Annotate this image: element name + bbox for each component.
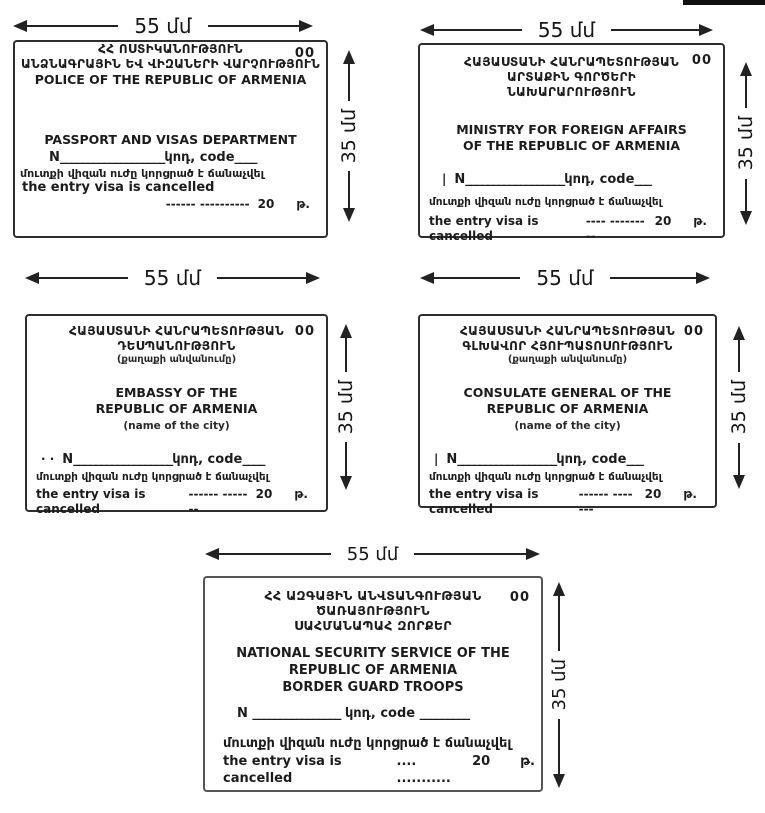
stamp-box-border-guard [203,576,543,792]
down-arrowhead-icon [340,476,352,490]
code-label: կոդ, code [172,452,243,467]
width-dimension-label: 55 մմ [134,14,192,38]
width-dimension-label: 55 մմ [346,543,399,565]
armenian-title-line: ՀԱՅԱՍՏԱՆԻ ՀԱՆՐԱՊԵՏՈՒԹՅԱՆ [464,55,679,69]
width-dimension-label: 55 մմ [143,266,202,290]
code-label: կոդ, code [564,172,635,187]
up-arrowhead-icon [740,62,752,76]
width-dimension-stamp3 [25,265,320,291]
stamp-box-police [13,40,328,238]
armenian-title-line: ԳԼԽԱՎՈՐ ՀՅՈՒՊԱՏՈՍՈՒԹՅՈՒՆ [462,339,673,353]
stamp-box-embassy [25,314,328,516]
code-label: կոդ, code [556,452,627,467]
width-dimension-stamp1 [13,13,313,39]
number-label: N [49,150,60,165]
number-field-row [420,450,715,469]
date-dashes: .... ........... [396,754,451,786]
date-dashes: ------ ------- [188,487,248,516]
department-title-line: PASSPORT AND VISAS DEPARTMENT [44,132,297,147]
down-arrowhead-icon [553,774,565,788]
right-arrowhead-icon [306,272,320,284]
english-title-line: BORDER GUARD TROOPS [282,680,464,695]
right-arrowhead-icon [696,272,710,284]
height-dimension-stamp1 [336,50,362,222]
cancel-line-english: the entry visa is cancelled [36,487,146,516]
year-suffix: թ. [683,487,697,501]
height-dimension-label: 35 մմ [735,116,757,171]
scan-artifact-mark: | [434,452,439,466]
year-suffix: թ. [693,214,707,228]
height-dimension-label: 35 մմ [335,379,357,435]
english-title-line: CONSULATE GENERAL OF THE [463,385,672,400]
date-dashes: ---- --------- [585,214,645,243]
cancel-line-english: the entry visa is cancelled [22,180,215,195]
cancel-date-row [420,487,715,517]
right-arrowhead-icon [299,20,313,32]
number-label: N [454,172,466,187]
left-arrowhead-icon [420,272,434,284]
year-suffix: թ. [520,754,535,769]
down-arrowhead-icon [740,211,752,225]
armenian-title-line: ԴԵՍՊԱՆՈՒԹՅՈՒՆ [117,339,236,353]
number-label: N [237,706,248,721]
english-title-line: REPUBLIC OF ARMENIA [486,401,649,416]
english-city-hint: (name of the city) [123,420,230,432]
number-field-row [15,149,326,167]
armenian-title-line: ՆԱԽԱՐԱՐՈՒԹՅՈՒՆ [507,85,636,99]
year-prefix: 20 [654,214,672,228]
cancel-date-row [205,753,541,787]
year-prefix: 20 [255,487,273,501]
english-title-line: OF THE REPUBLIC OF ARMENIA [462,138,681,153]
armenian-title-line: ԱՐՏԱՔԻՆ ԳՈՐԾԵՐԻ [506,70,637,84]
down-arrowhead-icon [343,208,355,222]
english-city-hint: (name of the city) [514,420,621,432]
number-field-row [205,705,541,723]
armenian-title-line: ՀԱՅԱՍՏԱՆԻ ՀԱՆՐԱՊԵՏՈՒԹՅԱՆ [460,324,675,338]
armenian-title-line: ՀԱՅԱՍՏԱՆԻ ՀԱՆՐԱՊԵՏՈՒԹՅԱՆ [69,324,284,338]
up-arrowhead-icon [340,324,352,338]
number-field-row [27,450,326,469]
armenian-title-line: ԾԱՌԱՅՈՒԹՅՈՒՆ [316,603,430,618]
width-dimension-stamp5 [205,541,540,567]
english-title-line: POLICE OF THE REPUBLIC OF ARMENIA [34,72,307,87]
height-dimension-label: 35 մմ [548,659,570,711]
number-blank-line: __________________ [457,452,557,467]
cancel-line-armenian: մուտքի վիզան ուժը կորցրած է ճանաչվել [36,471,269,483]
serial-placeholder: 00 [683,324,704,339]
number-blank-line: ___________________ [59,150,165,165]
code-blank-line: ___ [626,452,643,467]
year-prefix: 20 [472,754,491,769]
cancel-line-armenian: մուտքի վիզան ուժը կորցրած է ճանաչվել [20,167,265,180]
code-label: կոդ, code [344,706,416,721]
code-blank-line: ____ [234,150,257,165]
up-arrowhead-icon [343,50,355,64]
down-arrowhead-icon [733,475,745,489]
right-arrowhead-icon [699,24,713,36]
number-blank-line: __________________ [465,172,565,187]
armenian-city-hint: (քաղաքի անվանումը) [116,354,237,365]
scan-artifact-mark: · · [41,452,55,466]
english-title-line: NATIONAL SECURITY SERVICE OF THE [236,646,510,661]
number-label: N [446,452,458,467]
height-dimension-stamp3 [333,324,359,490]
scan-artifact-mark: | [442,172,447,186]
right-arrowhead-icon [526,548,540,560]
code-label: կոդ, code [164,150,235,165]
width-dimension-stamp4 [420,265,710,291]
date-dashes: ------ ------- [578,487,633,516]
left-arrowhead-icon [205,548,219,560]
left-arrowhead-icon [420,24,434,36]
serial-placeholder: 00 [294,324,315,339]
english-title-line: MINISTRY FOR FOREIGN AFFAIRS [456,122,687,137]
armenian-city-hint: (քաղաքի անվանումը) [507,354,628,365]
cancel-date-row [27,487,326,517]
number-label: N [62,452,74,467]
year-suffix: թ. [294,487,308,501]
armenian-title-line: ՀՀ ՈՍՏԻԿԱՆՈՒԹՅՈՒՆ [98,42,243,56]
serial-placeholder: 00 [294,46,315,61]
up-arrowhead-icon [733,326,745,340]
cancel-date-row [420,214,723,244]
english-title-line: REPUBLIC OF ARMENIA [288,663,458,678]
cancel-line-armenian: մուտքի վիզան ուժը կորցրած է ճանաչվել [429,471,662,483]
year-prefix: 20 [644,487,662,501]
cancel-line-english: the entry visa is cancelled [429,487,539,516]
number-blank-line: __________________ [73,452,173,467]
height-dimension-stamp2 [733,62,759,225]
code-blank-line: ____ [242,452,265,467]
stamp-box-mfa [418,43,725,243]
cancel-line-english: the entry visa is cancelled [223,754,342,786]
left-arrowhead-icon [13,20,27,32]
cancel-line-english: the entry visa is cancelled [429,214,539,243]
height-dimension-label: 35 մմ [338,108,360,164]
number-blank-line: ________________ [252,706,341,721]
code-blank-line: _________ [419,706,470,721]
english-title-line: EMBASSY OF THE [115,385,238,400]
year-prefix: 20 [257,197,275,211]
serial-placeholder: 00 [509,590,530,605]
code-blank-line: ___ [634,172,651,187]
width-dimension-label: 55 մմ [537,18,596,42]
date-row [15,197,326,211]
serial-placeholder: 00 [691,53,712,68]
date-dashes: ------ ---------- [165,197,250,211]
up-arrowhead-icon [553,582,565,596]
armenian-title-line: ԱՆՁՆԱԳՐԱՅԻՆ ԵՎ ՎԻԶԱՆԵՐԻ ՎԱՐՉՈՒԹՅՈՒՆ [20,57,321,71]
height-dimension-label: 35 մմ [728,380,750,435]
cancel-line-armenian: մուտքի վիզան ուժը կորցրած է ճանաչվել [223,736,512,751]
english-title-line: REPUBLIC OF ARMENIA [95,401,258,416]
left-arrowhead-icon [25,272,39,284]
stamp-box-consulate [418,314,717,516]
scan-artifact-black-bar [683,0,765,5]
armenian-title-line: ՍԱՀՄԱՆԱՊԱՀ ԶՈՐՔԵՐ [294,618,452,633]
cancel-line-armenian: մուտքի վիզան ուժը կորցրած է ճանաչվել [429,196,662,208]
height-dimension-stamp5 [546,582,572,788]
year-suffix: թ. [296,197,310,211]
number-field-row [420,170,723,189]
width-dimension-label: 55 մմ [536,266,594,290]
width-dimension-stamp2 [420,17,713,43]
height-dimension-stamp4 [726,326,752,489]
armenian-title-line: ՀՀ ԱԶԳԱՅԻՆ ԱՆՎՏԱՆԳՈՒԹՅԱՆ [264,588,482,603]
